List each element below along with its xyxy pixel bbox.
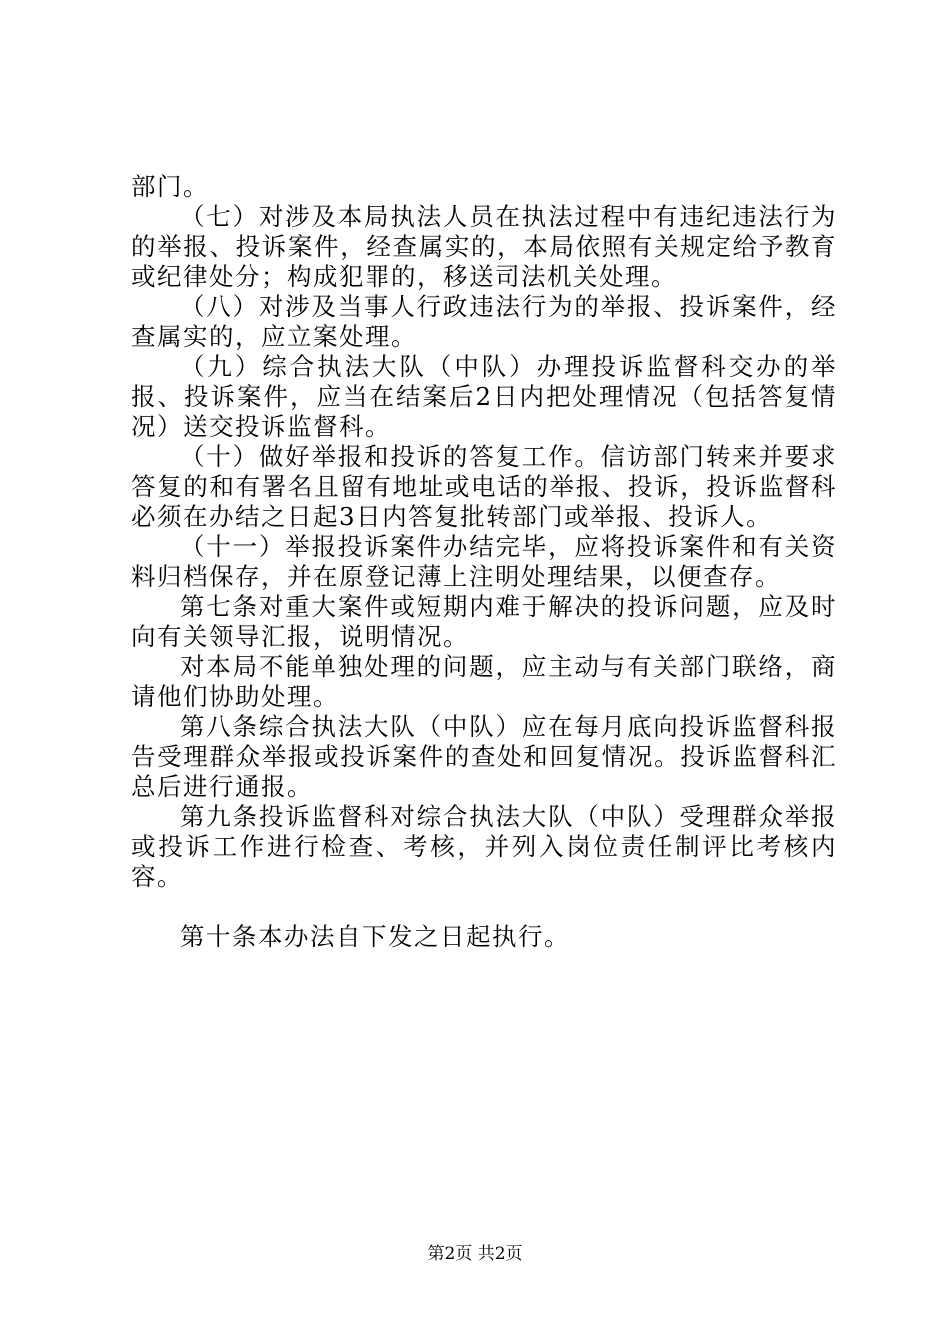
paragraph-article-7-cont: 对本局不能单独处理的问题，应主动与有关部门联络，商请他们协助处理。 (131, 652, 837, 711)
paragraph-article-8: 第八条综合执法大队（中队）应在每月底向投诉监督科报告受理群众举报或投诉案件的查处和回复情况。投诉监督科汇总后进行通报。 (131, 712, 837, 801)
paragraph-continuation: 部门。 (131, 172, 209, 201)
paragraph-item-7: （七）对涉及本局执法人员在执法过程中有违纪违法行为的举报、投诉案件，经查属实的，本局依照有关规定给予教育或纪律处分；构成犯罪的，移送司法机关处理。 (131, 202, 837, 291)
document-body (131, 172, 837, 952)
paragraph-article-9: 第九条投诉监督科对综合执法大队（中队）受理群众举报或投诉工作进行检查、考核，并列入岗位责任制评比考核内容。 (131, 802, 837, 891)
paragraph-article-7: 第七条对重大案件或短期内难于解决的投诉问题，应及时向有关领导汇报，说明情况。 (131, 592, 837, 651)
paragraph-item-9: （九）综合执法大队（中队）办理投诉监督科交办的举报、投诉案件，应当在结案后2日内把处理情况（包括答复情况）送交投诉监督科。 (131, 352, 837, 441)
paragraph-item-10: （十）做好举报和投诉的答复工作。信访部门转来并要求答复的和有署名且留有地址或电话的举报、投诉，投诉监督科必须在办结之日起3日内答复批转部门或举报、投诉人。 (131, 442, 837, 531)
paragraph-article-10: 第十条本办法自下发之日起执行。 (180, 922, 570, 951)
paragraph-item-11: （十一）举报投诉案件办结完毕，应将投诉案件和有关资料归档保存，并在原登记薄上注明处理结果，以便查存。 (131, 532, 837, 591)
page-footer: 第2页 共2页 (427, 1244, 523, 1264)
paragraph-item-8: （八）对涉及当事人行政违法行为的举报、投诉案件，经查属实的，应立案处理。 (131, 292, 837, 351)
